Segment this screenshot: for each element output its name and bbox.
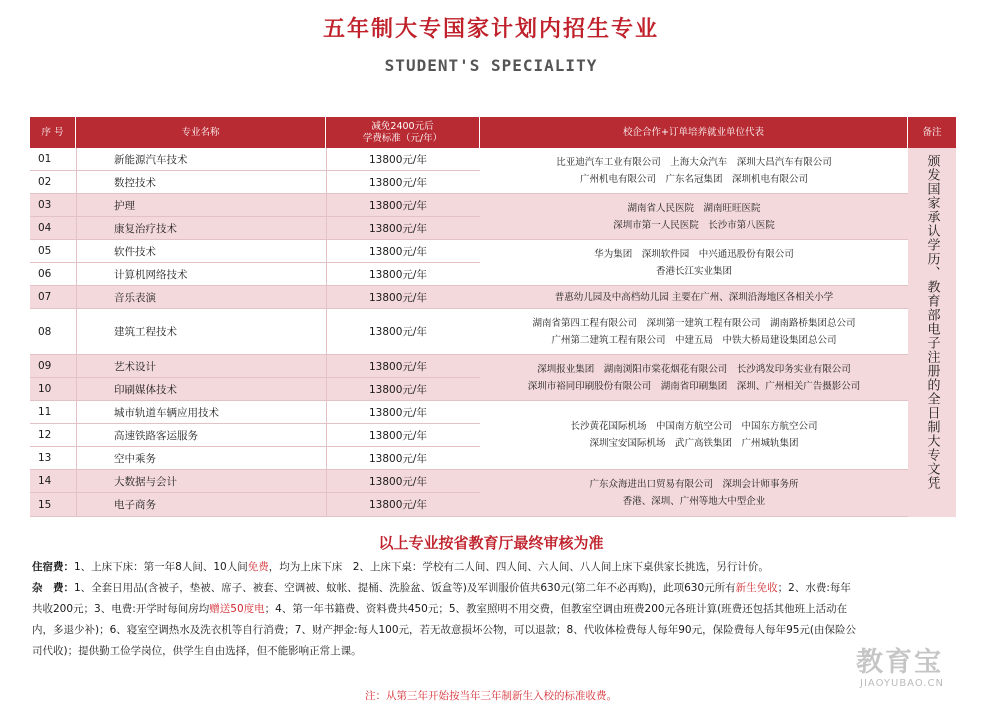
partner-line: 广州第二建筑工程有限公司 中建五局 中铁大桥局建设集团总公司 — [551, 334, 837, 346]
column-divider — [76, 148, 77, 517]
table-row — [30, 378, 480, 401]
row-no: 12 — [38, 429, 52, 441]
partner-line: 香港、深圳、广州等地大中型企业 — [622, 496, 766, 507]
misc-fee-free-highlight: 新生免收 — [735, 582, 778, 594]
table-row — [30, 240, 480, 263]
table-row — [30, 309, 480, 355]
partner-line: 深圳宝安国际机场 武广高铁集团 广州城轨集团 — [589, 438, 799, 449]
table-row — [30, 217, 480, 240]
row-name: 大数据与会计 — [114, 475, 177, 488]
partner-group — [480, 194, 908, 240]
misc-fee-text-2a: 共收200元；3、电费:开学时每间房均 — [32, 603, 210, 615]
row-name: 空中乘务 — [114, 452, 156, 465]
dorm-free-highlight: 免费 — [247, 561, 269, 573]
row-fee: 13800元/年 — [369, 360, 427, 373]
row-no: 03 — [38, 199, 52, 211]
misc-fee-electricity-highlight: 赠送50度电 — [209, 603, 265, 615]
row-name: 数控技术 — [114, 176, 156, 189]
row-fee: 13800元/年 — [369, 153, 427, 166]
table-row — [30, 401, 480, 424]
partner-line: 比亚迪汽车工业有限公司 上海大众汽车 深圳大昌汽车有限公司 — [556, 156, 832, 168]
partner-line: 湖南省人民医院 湖南旺旺医院 — [627, 202, 761, 214]
table-row — [30, 286, 480, 309]
partner-line: 香港长江实业集团 — [655, 265, 732, 277]
misc-fee-line-3: 内，多退少补)；6、寝室空调热水及洗衣机等自行消费；7、财产押金:每人100元，若无故意损坏公物，可以退款；8、代收体检费每人每年90元，保险费每人每年95元(由保险公 — [32, 624, 857, 636]
row-name: 印刷媒体技术 — [114, 383, 177, 396]
misc-fee-line-1 — [32, 578, 962, 599]
dorm-fee-text-b: ，均为上床下床 2、上床下桌：学校有二人间、四人间、六人间、八人间上床下桌供家长挑选，另行计价。 — [268, 561, 769, 573]
row-name: 计算机网络技术 — [114, 268, 188, 281]
row-no: 06 — [38, 268, 52, 280]
table-row — [30, 263, 480, 286]
col-header-no: 序 号 — [30, 117, 76, 148]
row-no: 09 — [38, 360, 52, 372]
speciality-table — [30, 117, 956, 517]
table-row — [30, 148, 480, 171]
row-fee: 13800元/年 — [369, 222, 427, 235]
misc-fee-label: 杂 费： — [32, 582, 74, 594]
dorm-fee-label: 住宿费： — [32, 561, 74, 573]
row-fee: 13800元/年 — [369, 383, 427, 396]
review-notice: 以上专业按省教育厅最终审核为准 — [378, 534, 604, 552]
partner-group — [480, 148, 908, 194]
row-fee: 13800元/年 — [369, 176, 427, 189]
col-header-remark: 备注 — [908, 117, 956, 148]
partner-line: 普惠幼儿园及中高档幼儿园 主要在广州、深圳沿海地区各相关小学 — [554, 291, 834, 303]
row-no: 04 — [38, 222, 52, 234]
table-row — [30, 355, 480, 378]
partner-group — [480, 355, 908, 401]
table-row — [30, 424, 480, 447]
dorm-fee-text-a: 1、上床下床：第一年8人间、10人间 — [74, 561, 248, 573]
misc-fee-line-4: 司代收)；提供勤工俭学岗位，供学生自由选择，但不能影响正常上课。 — [32, 645, 362, 657]
remark-text: 颁发国家承认学历、教育部电子注册的全日制大专文凭 — [924, 154, 940, 490]
partner-line: 深圳市裕同印刷股份有限公司 湖南省印刷集团 深圳、广州相关广告摄影公司 — [527, 380, 861, 392]
table-row — [30, 171, 480, 194]
row-no: 07 — [38, 291, 52, 303]
row-name: 新能源汽车技术 — [114, 153, 188, 166]
misc-fee-line-2 — [32, 599, 962, 620]
partner-line: 华为集团 深圳软件园 中兴通迅股份有限公司 — [594, 248, 794, 260]
row-no: 05 — [38, 245, 52, 257]
col-header-partners: 校企合作+订单培养就业单位代表 — [480, 117, 908, 148]
row-no: 15 — [38, 498, 52, 511]
column-divider — [326, 148, 327, 517]
partner-group — [480, 401, 908, 470]
partner-line: 长沙黄花国际机场 中国南方航空公司 中国东方航空公司 — [570, 421, 818, 432]
row-name: 艺术设计 — [114, 360, 156, 373]
row-fee: 13800元/年 — [369, 406, 427, 419]
row-fee: 13800元/年 — [369, 268, 427, 281]
row-fee: 13800元/年 — [369, 245, 427, 258]
watermark-url: JIAOYUBAO.CN — [860, 678, 944, 689]
partner-line: 深圳报业集团 湖南浏阳市棠花烟花有限公司 长沙鸿发印务实业有限公司 — [537, 363, 851, 375]
page-subtitle: STUDENT'S SPECIALITY — [384, 56, 598, 75]
table-row — [30, 470, 480, 493]
partner-group — [480, 240, 908, 286]
dorm-fee-paragraph — [32, 557, 962, 578]
remark-cell — [908, 148, 956, 517]
row-name: 高速铁路客运服务 — [114, 429, 198, 442]
row-fee: 13800元/年 — [369, 499, 427, 511]
row-fee: 13800元/年 — [369, 326, 427, 338]
page-title: 五年制大专国家计划内招生专业 — [322, 17, 659, 42]
col-header-fee-line1: 减免2400元后 — [371, 120, 434, 132]
misc-fee-text-1a: 1、全套日用品(含被子，垫被、席子、被套、空调被、蚊帐、提桶、洗脸盆、饭盒等)及军训服价值共630元(第二年不必再购)，此项630元所有 — [74, 582, 736, 594]
row-fee: 13800元/年 — [369, 452, 427, 465]
row-no: 02 — [38, 176, 52, 188]
row-name: 城市轨道车辆应用技术 — [114, 406, 219, 419]
col-header-fee — [326, 117, 480, 148]
row-fee: 13800元/年 — [369, 199, 427, 212]
misc-fee-text-1b: ；2、水费:每年 — [777, 582, 851, 594]
partner-group — [480, 286, 908, 309]
table-row — [30, 447, 480, 470]
misc-fee-text-2b: ；4、第一年书籍费、资料费共450元；5、教室照明不用交费，但教室空调由班费200元各班计算(班费还包括其他班上活动在 — [264, 603, 848, 615]
col-header-fee-line2: 学费标准（元/年） — [362, 132, 443, 144]
row-name: 音乐表演 — [114, 291, 156, 304]
row-fee: 13800元/年 — [369, 429, 427, 442]
table-row — [30, 194, 480, 217]
row-fee: 13800元/年 — [369, 291, 427, 304]
row-no: 08 — [38, 325, 52, 338]
footnote: 注：从第三年开始按当年三年制新生入校的标准收费。 — [365, 690, 617, 702]
col-header-name: 专业名称 — [76, 117, 326, 148]
row-name: 软件技术 — [114, 245, 156, 258]
row-name: 康复治疗技术 — [114, 222, 177, 235]
row-no: 01 — [38, 153, 52, 165]
row-name: 建筑工程技术 — [114, 326, 177, 338]
table-row — [30, 493, 480, 517]
partner-group — [480, 309, 908, 355]
partner-group — [480, 470, 908, 517]
row-name: 电子商务 — [114, 499, 156, 511]
partner-line: 广州机电有限公司 广东名冠集团 深圳机电有限公司 — [579, 173, 808, 185]
row-no: 10 — [38, 383, 52, 395]
row-no: 11 — [38, 406, 52, 418]
watermark-logo: 教育宝 — [856, 647, 943, 678]
row-name: 护理 — [114, 199, 135, 212]
row-fee: 13800元/年 — [369, 475, 427, 488]
row-no: 13 — [38, 452, 52, 464]
row-no: 14 — [38, 475, 52, 487]
partner-line: 深圳市第一人民医院 长沙市第八医院 — [613, 219, 775, 231]
partner-line: 湖南省第四工程有限公司 深圳第一建筑工程有限公司 湖南路桥集团总公司 — [532, 317, 856, 329]
partner-line: 广东众海进出口贸易有限公司 深圳会计师事务所 — [589, 479, 799, 490]
